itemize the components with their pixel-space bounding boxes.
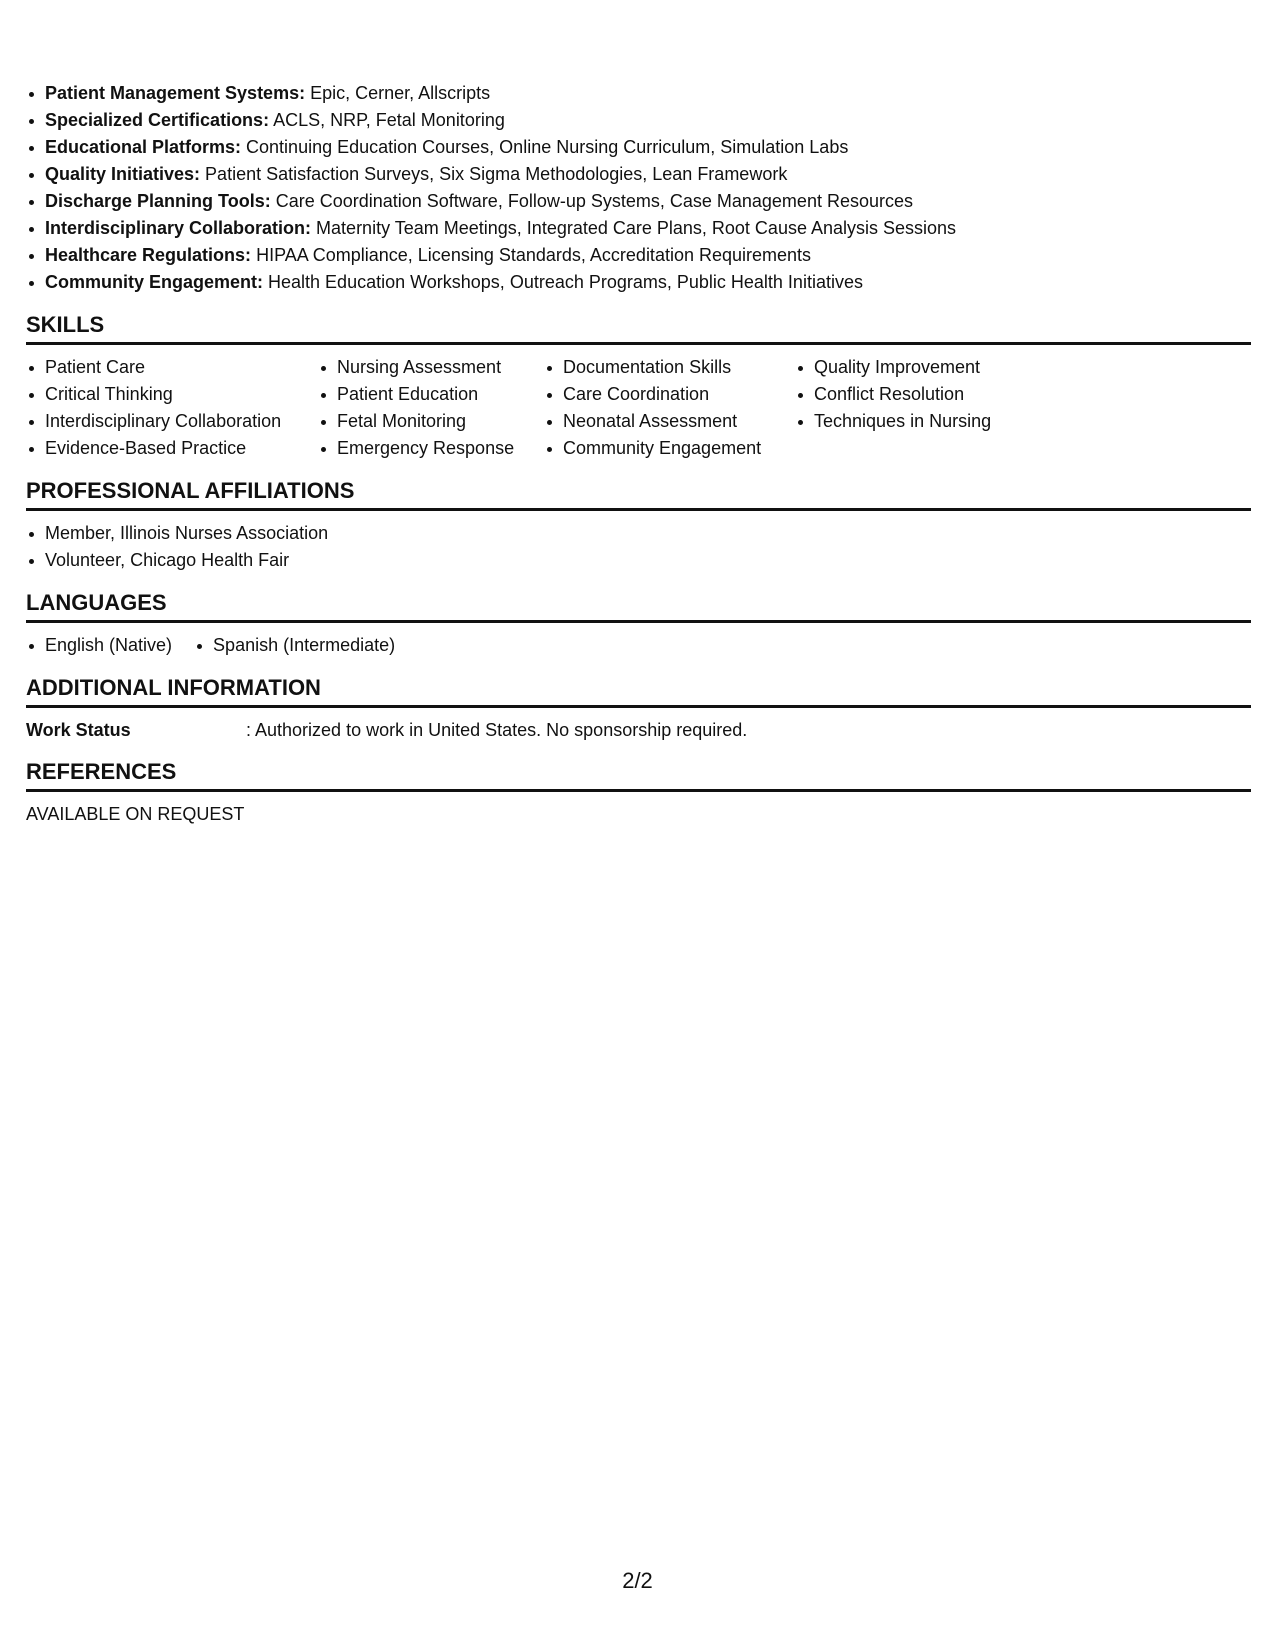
tool-text: Maternity Team Meetings, Integrated Care Plans, Root Cause Analysis Sessions xyxy=(311,218,957,238)
skill-item: Emergency Response xyxy=(318,435,544,462)
list-item xyxy=(26,161,1251,188)
affiliations-section xyxy=(26,478,1251,574)
tool-label: Specialized Certifications: xyxy=(45,110,270,130)
skills-column xyxy=(795,354,1055,462)
list-item xyxy=(26,188,1251,215)
references-section xyxy=(26,759,1251,827)
resume-page xyxy=(26,80,1251,827)
skills-section xyxy=(26,312,1251,462)
list-item xyxy=(26,107,1251,134)
work-status-label: Work Status xyxy=(26,720,131,740)
list-item: Member, Illinois Nurses Association xyxy=(26,520,1251,547)
skill-item: Evidence-Based Practice xyxy=(26,435,318,462)
page-number: 2/2 xyxy=(622,1568,653,1593)
language-item: Spanish (Intermediate) xyxy=(194,632,395,659)
section-heading-additional: ADDITIONAL INFORMATION xyxy=(26,675,1251,708)
tool-label: Community Engagement: xyxy=(45,272,264,292)
tool-text: ACLS, NRP, Fetal Monitoring xyxy=(269,110,505,130)
list-item xyxy=(26,134,1251,161)
work-status-value: : Authorized to work in United States. No sponsorship required. xyxy=(246,720,748,740)
skill-item: Fetal Monitoring xyxy=(318,408,544,435)
list-item xyxy=(26,242,1251,269)
skill-item: Nursing Assessment xyxy=(318,354,544,381)
section-heading-references: REFERENCES xyxy=(26,759,1251,792)
skills-column xyxy=(318,354,544,462)
section-heading-skills: SKILLS xyxy=(26,312,1251,345)
list-item xyxy=(26,80,1251,107)
skill-item: Community Engagement xyxy=(544,435,795,462)
tool-label: Healthcare Regulations: xyxy=(45,245,252,265)
list-item: Volunteer, Chicago Health Fair xyxy=(26,547,1251,574)
skill-item: Techniques in Nursing xyxy=(795,408,1055,435)
skill-item: Interdisciplinary Collaboration xyxy=(26,408,318,435)
tools-list xyxy=(26,80,1251,296)
skill-item: Documentation Skills xyxy=(544,354,795,381)
tool-label: Patient Management Systems: xyxy=(45,83,306,103)
tool-label: Discharge Planning Tools: xyxy=(45,191,271,211)
affiliations-list xyxy=(26,520,1251,574)
languages-list xyxy=(26,632,1251,659)
skills-column xyxy=(26,354,318,462)
section-heading-affiliations: PROFESSIONAL AFFILIATIONS xyxy=(26,478,1251,511)
languages-section xyxy=(26,590,1251,659)
list-item xyxy=(26,269,1251,296)
tool-text: Patient Satisfaction Surveys, Six Sigma Methodologies, Lean Framework xyxy=(200,164,788,184)
skill-item: Conflict Resolution xyxy=(795,381,1055,408)
language-item: English (Native) xyxy=(26,632,172,659)
section-heading-languages: LANGUAGES xyxy=(26,590,1251,623)
tool-label: Educational Platforms: xyxy=(45,137,242,157)
skill-item: Patient Education xyxy=(318,381,544,408)
tool-text: Epic, Cerner, Allscripts xyxy=(305,83,491,103)
tool-label: Interdisciplinary Collaboration: xyxy=(45,218,312,238)
references-text: AVAILABLE ON REQUEST xyxy=(26,804,245,824)
skill-item: Quality Improvement xyxy=(795,354,1055,381)
work-status-row xyxy=(26,717,1251,743)
additional-section xyxy=(26,675,1251,743)
list-item xyxy=(26,215,1251,242)
tool-label: Quality Initiatives: xyxy=(45,164,201,184)
skill-item: Care Coordination xyxy=(544,381,795,408)
skill-item: Patient Care xyxy=(26,354,318,381)
skill-item: Neonatal Assessment xyxy=(544,408,795,435)
skills-grid xyxy=(26,354,1251,462)
tool-text: Continuing Education Courses, Online Nursing Curriculum, Simulation Labs xyxy=(241,137,849,157)
tool-text: HIPAA Compliance, Licensing Standards, Accreditation Requirements xyxy=(251,245,812,265)
skills-column xyxy=(544,354,795,462)
tool-text: Care Coordination Software, Follow-up Systems, Case Management Resources xyxy=(270,191,913,211)
skill-item: Critical Thinking xyxy=(26,381,318,408)
tool-text: Health Education Workshops, Outreach Programs, Public Health Initiatives xyxy=(263,272,863,292)
